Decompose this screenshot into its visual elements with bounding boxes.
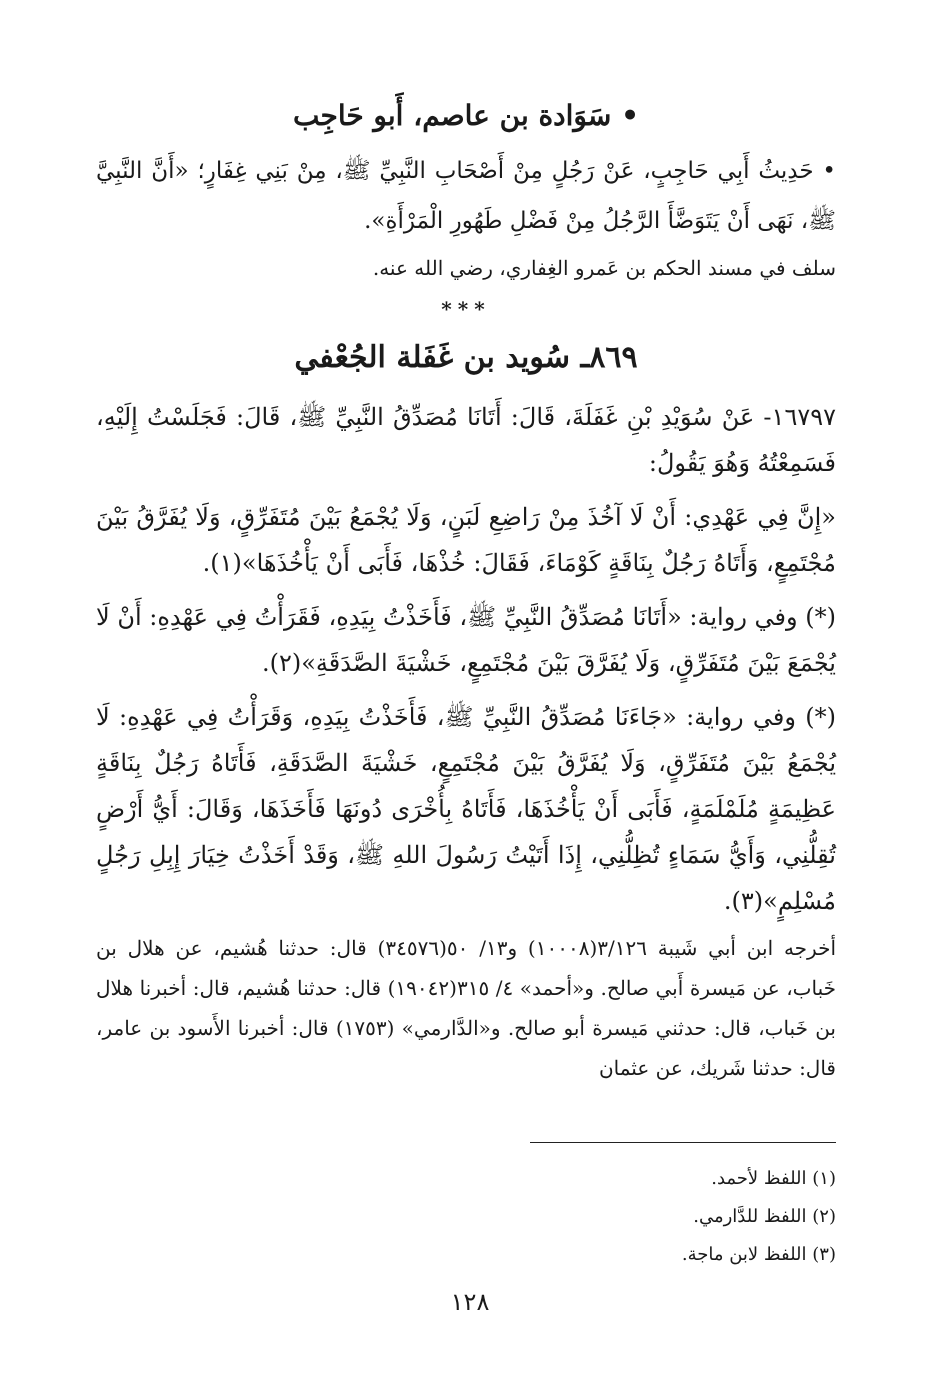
hadith-bullet-abu-hajib: • حَدِيثُ أَبِي حَاجِبٍ، عَنْ رَجُلٍ مِنْ أَصْحَابِ النَّبِيِّ ﷺ، مِنْ بَنِي غِفَارٍ؛ «أَنَّ النَّبِيَّ ﷺ، نَهَى أَنْ يَتَوَضَّأَ الرَّجُلُ مِنْ فَضْلِ طَهُورِ الْمَرْأَةِ». — [96, 158, 836, 234]
footnote-2: (٢) اللفظ للدَّارمي. — [693, 1206, 836, 1227]
footnote-3: (٣) اللفظ لابن ماجة. — [681, 1244, 836, 1265]
page-number: ١٢٨ — [450, 1288, 490, 1316]
section-separator-stars: *** — [441, 297, 491, 321]
cross-reference-note: سلف في مسند الحكم بن عَمرو الغِفاري، رضي الله عنه. — [372, 256, 836, 280]
section-heading-sawada: • سَوَادة بن عاصم، أَبو حَاجِب — [293, 99, 639, 132]
section-heading-suwaid: ٨٦٩ـ سُويد بن غَفَلة الجُعْفي — [294, 340, 638, 375]
page-body — [96, 90, 836, 1088]
takhrij-paragraph: أخرجه ابن أبي شَيبة ٣/١٢٦(١٠٠٠٨) و١٣/ ٥٠(٣٤٥٧٦) قال: حدثنا هُشيم، عن هلال بن خَباب، عن مَيسرة أَبي صالح. و«أحمد» ٤/ ٣١٥(١٩٠٤٢) قال: حدثنا هُشيم، قال: أخبرنا هلال بن خَباب، قال: حدثني مَيسرة أبو صالح. و«الدَّارمي» (١٧٥٣) قال: أخبرنا الأَسود بن عامر، قال: حدثنا شَريك، عن عثمان — [96, 936, 837, 1080]
riwaya-2: (*) وفي رواية: «جَاءَنَا مُصَدِّقُ النَّبِيِّ ﷺ، فَأَخَذْتُ بِيَدِهِ، وَقَرَأْتُ فِي عَهْدِهِ: لَا يُجْمَعُ بَيْنَ مُتَفَرِّقٍ، وَلَا يُفَرَّقُ بَيْنَ مُجْتَمِعٍ، خَشْيَةَ الصَّدَقَةِ، فَأَتَاهُ رَجُلٌ بِنَاقَةٍ عَظِيمَةٍ مُلَمْلَمَةٍ، فَأَبَى أَنْ يَأْخُذَهَا، فَأَتَاهُ بِأُخْرَى دُونَهَا فَأَخَذَهَا، وَقَالَ: أَيُّ أَرْضٍ تُقِلُّنِي، وَأَيُّ سَمَاءٍ تُظِلُّنِي، إِذَا أَتَيْتُ رَسُولَ اللهِ ﷺ، وَقَدْ أَخَذْتُ خِيَارَ إِبِلِ رَجُلٍ مُسْلِمٍ»(٣). — [96, 703, 836, 915]
hadith-16797-intro: ١٦٧٩٧- عَنْ سُوَيْدِ بْنِ غَفَلَةَ، قَالَ: أَتَانَا مُصَدِّقُ النَّبِيِّ ﷺ، قَالَ: فَجَلَسْتُ إِلَيْهِ، فَسَمِعْتُهُ وَهُوَ يَقُولُ: — [96, 403, 836, 477]
footnote-1: (١) اللفظ لأحمد. — [711, 1168, 836, 1189]
footnote-divider — [530, 1142, 836, 1143]
riwaya-1: (*) وفي رواية: «أَتَانَا مُصَدِّقُ النَّبِيِّ ﷺ، فَأَخَذْتُ بِيَدِهِ، فَقَرَأْتُ فِي عَهْدِهِ: أَنْ لَا يُجْمَعَ بَيْنَ مُتَفَرِّقٍ، وَلَا يُفَرَّقَ بَيْنَ مُجْتَمِعٍ، خَشْيَةَ الصَّدَقَةِ»(٢). — [96, 603, 836, 677]
footnotes — [560, 1160, 836, 1274]
hadith-16797-text: «إِنَّ فِي عَهْدِي: أَنْ لَا آخُذَ مِنْ رَاضِعِ لَبَنٍ، وَلَا يُجْمَعُ بَيْنَ مُتَفَرِّقٍ، وَلَا يُفَرَّقُ بَيْنَ مُجْتَمِعٍ، وَأَتَاهُ رَجُلٌ بِنَاقَةٍ كَوْمَاءَ، فَقَالَ: خُذْهَا، فَأَبَى أَنْ يَأْخُذَهَا»(١). — [96, 503, 836, 577]
